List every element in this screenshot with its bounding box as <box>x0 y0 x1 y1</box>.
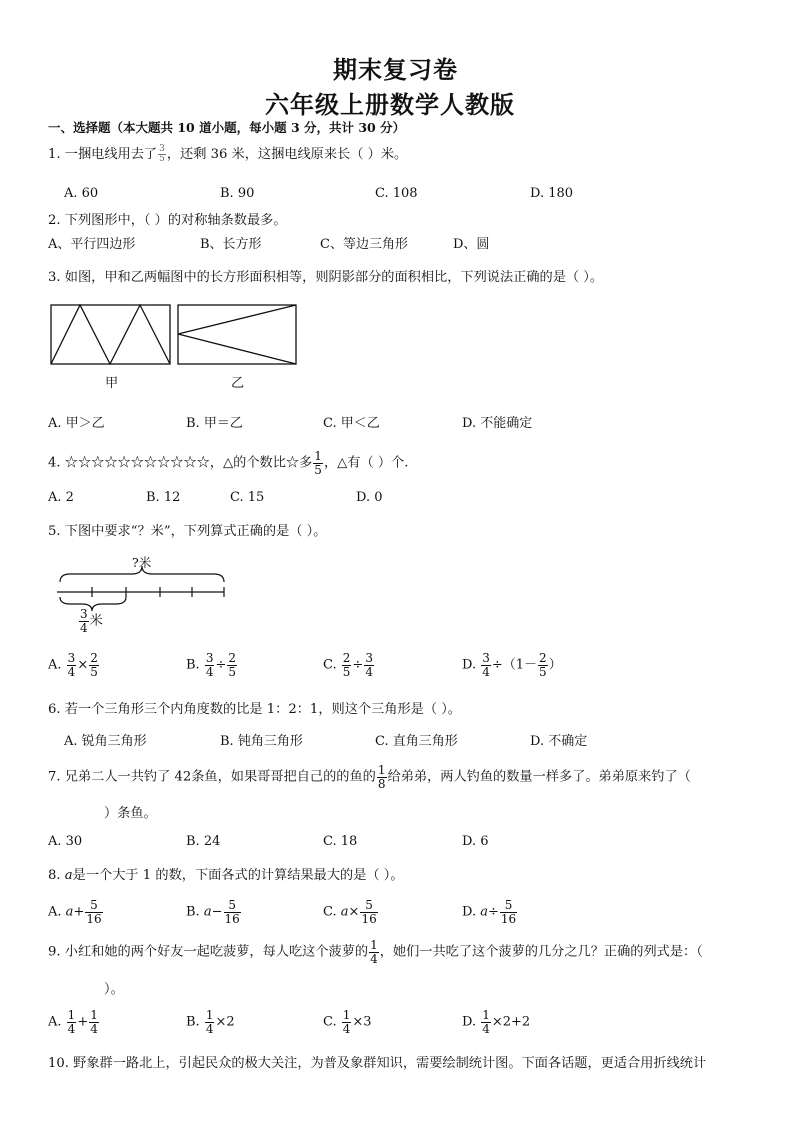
question-2: 2. 下列图形中，（ ）的对称轴条数最多。 <box>48 213 287 228</box>
q8-option-b[interactable]: B. a− $\frac{5}{16}$ <box>186 898 240 926</box>
q8-option-c[interactable]: C. a× $\frac{5}{16}$ <box>323 898 377 926</box>
q5-option-c[interactable]: C. $\frac{2}{5}$ ÷ $\frac{3}{4}$ <box>323 651 373 679</box>
q3-option-d[interactable]: D. 不能确定 <box>462 416 533 431</box>
q5-option-d[interactable]: D. $\frac{3}{4}$ ÷（1－ $\frac{2}{5}$ ） <box>462 651 562 679</box>
q1-option-b[interactable]: B. 90 <box>220 186 255 201</box>
q2-option-b[interactable]: B、长方形 <box>200 237 262 252</box>
q6-option-c[interactable]: C. 直角三角形 <box>375 734 458 749</box>
q3-option-a[interactable]: A. 甲＞乙 <box>48 416 105 431</box>
part-length-label: $\frac{3}{4}$ 米 <box>80 607 103 635</box>
q4-option-a[interactable]: A. 2 <box>48 490 74 505</box>
q2-option-c[interactable]: C、等边三角形 <box>320 237 408 252</box>
q4-option-c[interactable]: C. 15 <box>230 490 265 505</box>
question-1: 1. 一捆电线用去了 $\frac{3}{5}$ ，还剩 36 米，这捆电线原来长（ ）米。 <box>48 143 408 164</box>
q1-option-c[interactable]: C. 108 <box>375 186 418 201</box>
q6-option-a[interactable]: A. 锐角三角形 <box>64 734 147 749</box>
title-line-2: 六年级上册数学人教版 <box>265 91 515 119</box>
q1-option-d[interactable]: D. 180 <box>530 186 574 201</box>
q5-option-b[interactable]: B. $\frac{3}{4}$ ÷ $\frac{2}{5}$ <box>186 651 237 679</box>
question-9: 9. 小红和她的两个好友一起吃菠萝，每人吃这个菠萝的 $\frac{1}{4}$ ，她们一共吃了这个菠萝的几分之几？正确的列式是：（ <box>48 938 703 966</box>
q1-option-a[interactable]: A. 60 <box>64 186 99 201</box>
q7-option-c[interactable]: C. 18 <box>323 834 358 849</box>
question-6: 6. 若一个三角形三个内角度数的比是 1：2：1，则这个三角形是（ ）。 <box>48 702 461 717</box>
q6-option-d[interactable]: D. 不确定 <box>530 734 588 749</box>
q5-option-a[interactable]: A. $\frac{3}{4}$ × $\frac{2}{5}$ <box>48 651 98 679</box>
q3-option-b[interactable]: B. 甲＝乙 <box>186 416 243 431</box>
question-7-line-2: ）条鱼。 <box>104 806 157 821</box>
q3-option-c[interactable]: C. 甲＜乙 <box>323 416 380 431</box>
q9-option-b[interactable]: B. $\frac{1}{4}$ ×2 <box>186 1008 235 1036</box>
q9-option-d[interactable]: D. $\frac{1}{4}$ ×2+2 <box>462 1008 531 1036</box>
q4-option-d[interactable]: D. 0 <box>356 490 383 505</box>
question-9-line-2: ）。 <box>104 982 124 997</box>
q6-option-b[interactable]: B. 钝角三角形 <box>220 734 303 749</box>
figure-a-label: 甲 <box>105 376 119 391</box>
question-4: 4. ☆☆☆☆☆☆☆☆☆☆☆，△的个数比☆多 $\frac{1}{5}$ ，△有（ ）个. <box>48 449 409 477</box>
q7-option-a[interactable]: A. 30 <box>48 834 83 849</box>
q8-option-a[interactable]: A. a+ $\frac{5}{16}$ <box>48 898 102 926</box>
q7-option-d[interactable]: D. 6 <box>462 834 489 849</box>
q2-option-a[interactable]: A、平行四边形 <box>48 237 136 252</box>
q9-option-a[interactable]: A. $\frac{1}{4}$ + $\frac{1}{4}$ <box>48 1008 98 1036</box>
question-3: 3. 如图，甲和乙两幅图中的长方形面积相等，则阴影部分的面积相比，下列说法正确的是（ ）。 <box>48 270 604 285</box>
section-heading: 一、选择题（本大题共 10 道小题，每小题 3 分，共计 30 分） <box>48 120 406 135</box>
question-8: 8. a是一个大于 1 的数，下面各式的计算结果最大的是（ ）。 <box>48 868 404 883</box>
q7-option-b[interactable]: B. 24 <box>186 834 221 849</box>
q4-option-b[interactable]: B. 12 <box>146 490 181 505</box>
question-7: 7. 兄弟二人一共钓了 42条鱼，如果哥哥把自己的的鱼的 $\frac{1}{8}$ 给弟弟，两人钓鱼的数量一样多了。弟弟原来钓了（ <box>48 763 691 791</box>
title-line-1: 期末复习卷 <box>333 56 458 84</box>
total-length-label: ?米 <box>132 555 152 570</box>
question-5: 5. 下图中要求“？米”，下列算式正确的是（ ）。 <box>48 524 327 539</box>
question-10: 10. 野象群一路北上，引起民众的极大关注，为普及象群知识，需要绘制统计图。下面各话题，更适合用折线统计 <box>48 1056 707 1071</box>
q2-option-d[interactable]: D、圆 <box>453 237 490 252</box>
q9-option-c[interactable]: C. $\frac{1}{4}$ ×3 <box>323 1008 372 1036</box>
q8-option-d[interactable]: D. a÷ $\frac{5}{16}$ <box>462 898 517 926</box>
figure-b-label: 乙 <box>231 376 245 391</box>
